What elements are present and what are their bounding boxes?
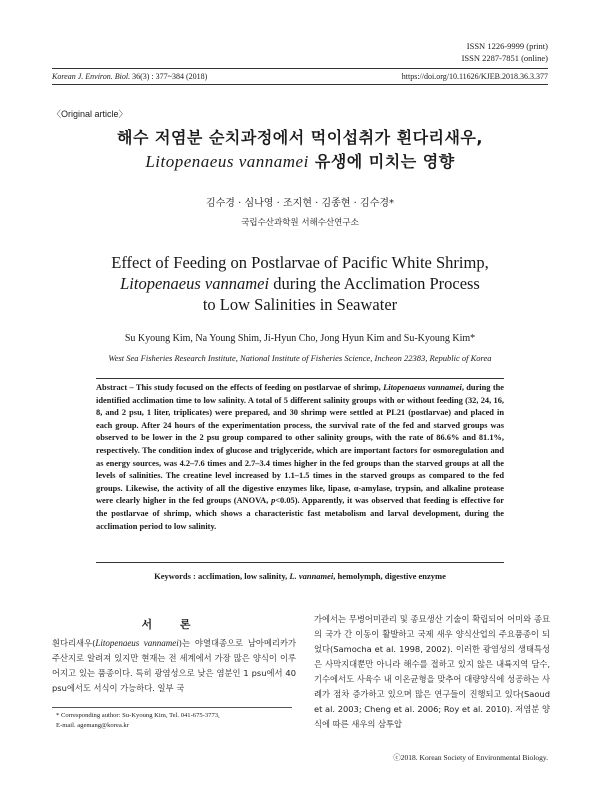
english-title	[52, 252, 548, 315]
body-left-species: Litopenaeus vannamei	[95, 638, 179, 648]
korean-affiliation: 국립수산과학원 서해수산연구소	[241, 218, 359, 228]
doi-link[interactable]: https://doi.org/10.11626/KJEB.2018.36.3.377	[401, 72, 548, 81]
article-type-label: 〈Original article〉	[52, 109, 128, 119]
body-left-part2: )는 야열대종으로 남아메리카가 주산지로 알려져 있지만 현재는 전 세계에서 가장 많은 양식이 이루어지고 있는 품종이다. 특히 광염성으로 낮은 염분인 1 psu에서 40 psu에서도 서식이 가능하다. 일부 국	[52, 638, 296, 693]
corresponding-author-footnote	[52, 707, 292, 730]
running-header	[52, 68, 548, 85]
abstract-box	[96, 378, 504, 563]
issn-print: ISSN 1226-9999 (print)	[466, 41, 548, 51]
korean-title-line1: 해수 저염분 순치과정에서 먹이섭취가 흰다리새우,	[117, 128, 483, 147]
english-authors: Su Kyoung Kim, Na Young Shim, Ji-Hyun Cho, Jong Hyun Kim and Su-Kyoung Kim*	[124, 333, 476, 344]
body-column-right: 가에서는 무병어미관리 및 종묘생산 기술이 확립되어 어미와 종묘의 국가 간 이동이 활발하고 국제 새우 양식산업의 주요품종이 되었다(Samocha et al. 1998, 2002). 이러한 광염성의 생태특성은 사막지대뿐만 아니라 해수를 접하고 있지 않은 내륙지역 담수, 기수에서도 사육수 내 이온균형을 맞추어 대량양식에 성공하는 사례가 점차 증가하고 있으며 많은 연구들이 진행되고 있다(Saoud et al. 2003; Cheng et al. 2006; Roy et al. 2010). 저염분 양식에 따른 새우의 삼투압	[314, 614, 550, 729]
issn-online: ISSN 2287-7851 (online)	[461, 53, 548, 63]
korean-title-line2	[52, 150, 548, 174]
section-heading-introduction: 서 론	[141, 618, 203, 631]
english-title-line2	[52, 273, 548, 294]
abstract-part2: , during the identified acclimation time to low salinity. A total of 5 different salinity groups with or without feeding (32, 24, 16, 8, and 2 psu, 1 liter, triplicates) were prepared, and 30 shrimp were settled at PL21 (postlarvae) and placed in each group. After 24 hours of the experimentation process, the survival rate of the fed and starved groups was observed to be lower in the 2 psu group compared to other salinity groups, with the rate of 86.6% and 81.1%, respectively. The condition index of glucose and triglyceride, which are important factors for osmoregulation and as energy sources, was 4.2–7.6 times and 2.7–3.4 times higher in the fed groups than the starved groups at all the levels of salinities. The creatine level increased by 1.1–1.5 times in the starved groups as compared to the fed groups. Likewise, the activity of all the digestive enzymes like, lipase, α-amylase, trypsin, and alkaline protease were clearly higher in the fed groups (ANOVA,	[96, 383, 504, 506]
abstract-species: Litopenaeus vannamei	[383, 383, 462, 392]
korean-authors: 김수경 · 심나영 · 조지현 · 김종현 · 김수경*	[205, 198, 395, 209]
abstract-p-symbol: p	[271, 496, 276, 506]
korean-title-species: Litopenaeus vannamei	[145, 152, 309, 171]
issn-block	[462, 40, 548, 64]
abstract-text	[96, 382, 504, 533]
journal-citation	[52, 72, 207, 81]
english-title-species: Litopenaeus vannamei	[120, 274, 270, 293]
english-title-line1: Effect of Feeding on Postlarvae of Pacific White Shrimp,	[111, 253, 489, 272]
keywords	[52, 571, 548, 581]
copyright-notice: ⓒ2018. Korean Society of Environmental Biology.	[393, 753, 548, 762]
english-title-line3: to Low Salinities in Seawater	[202, 295, 398, 314]
keywords-species: L. vannamei	[289, 571, 334, 581]
keywords-suffix: , hemolymph, digestive enzyme	[333, 571, 446, 581]
english-affiliation: West Sea Fisheries Research Institute, National Institute of Fisheries Science, Incheon 22383, Republic of Korea	[108, 353, 492, 363]
korean-title-suffix: 유생에 미치는 영향	[308, 152, 455, 171]
volume-pages: 36(3) : 377~384 (2018)	[132, 72, 208, 81]
footnote-line1: * Corresponding author: Su-Kyoung Kim, Tel. 041-675-3773,	[56, 712, 220, 719]
journal-name: Korean J. Environ. Biol.	[52, 72, 131, 81]
body-left-part1: 흰다리새우(	[52, 638, 96, 648]
abstract-part3: <0.05). Apparently, it was observed that feeding is effective for the postlarvae of shrimp, which shows a characteristic fast metabolism and larval development, during the acclimation period to low salinity.	[96, 496, 504, 531]
abstract-part1: Abstract – This study focused on the effects of feeding on postlarvae of shrimp,	[96, 383, 384, 392]
body-column-left	[52, 636, 296, 696]
footnote-email[interactable]: E-mail. agemang@korea.kr	[56, 721, 129, 729]
english-title-suffix: during the Acclimation Process	[269, 274, 480, 293]
keywords-prefix: Keywords : acclimation, low salinity,	[154, 571, 290, 581]
korean-title	[52, 126, 548, 174]
